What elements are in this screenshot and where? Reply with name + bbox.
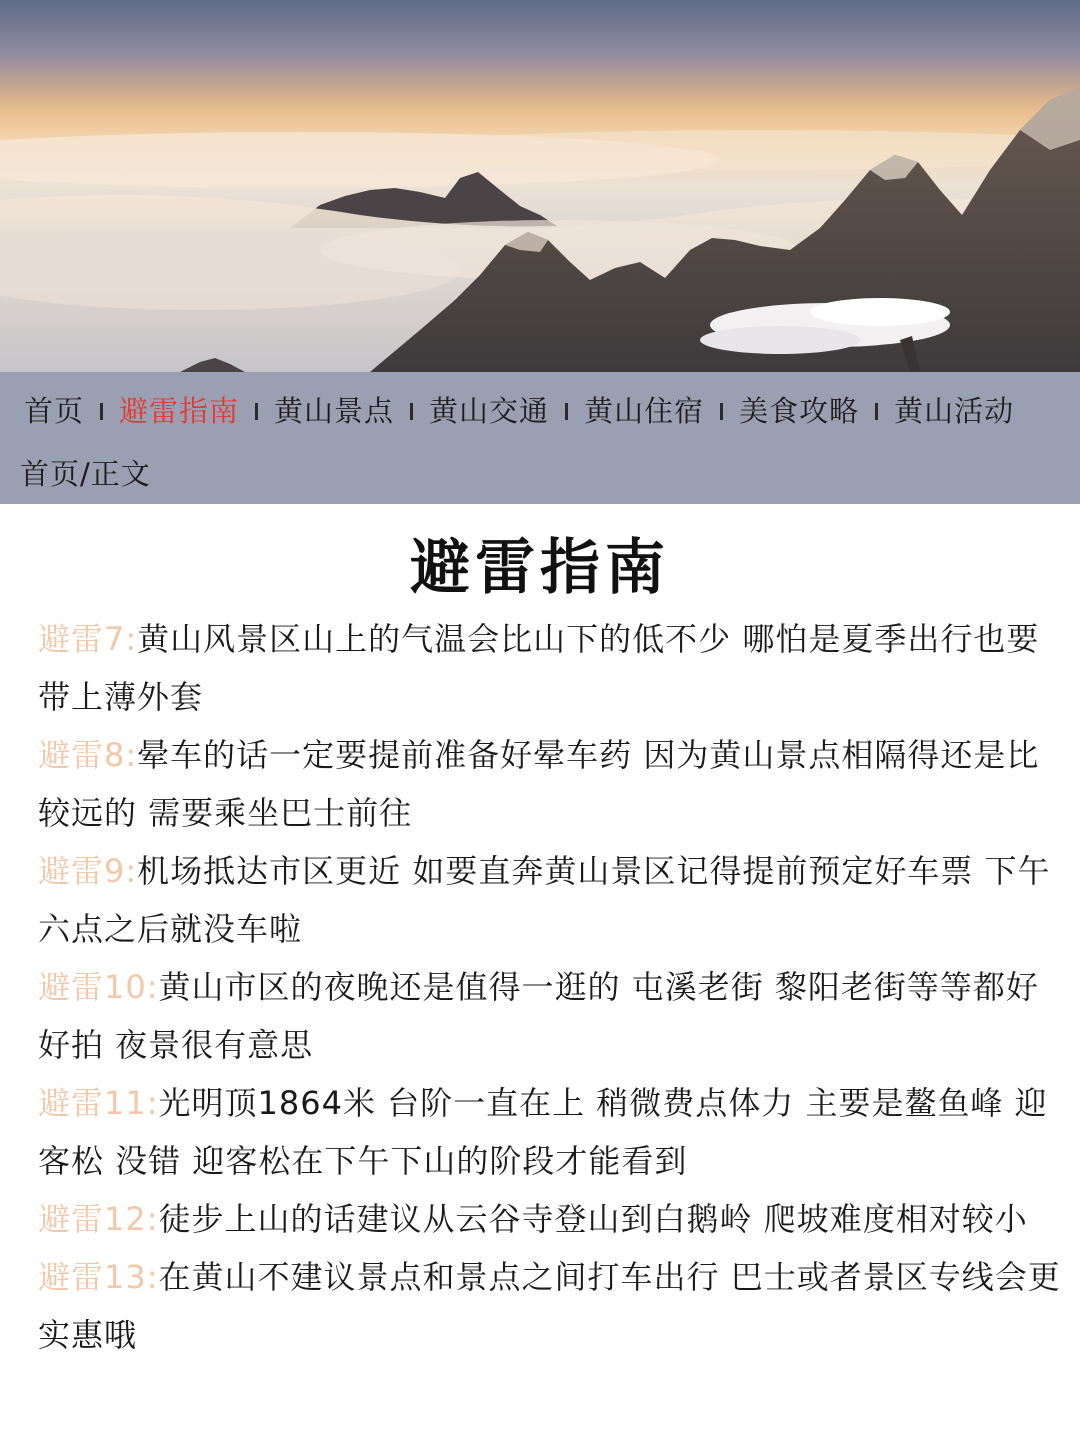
nav-divider <box>720 403 723 420</box>
nav-item-attractions[interactable]: 黄山景点 <box>274 393 395 428</box>
nav-item-accommodation[interactable]: 黄山住宿 <box>584 393 705 428</box>
tip-label: 避雷9: <box>38 852 138 890</box>
tip-label: 避雷8: <box>38 736 138 774</box>
tips-list <box>38 610 1068 1364</box>
nav-item-pitfall-guide[interactable]: 避雷指南 <box>119 393 240 428</box>
page-title: 避雷指南 <box>410 533 670 603</box>
list-item <box>38 1190 1068 1248</box>
nav-divider <box>255 403 258 420</box>
list-item <box>38 842 1068 958</box>
tip-text: 徒步上山的话建议从云谷寺登山到白鹅岭 爬坡难度相对较小 <box>158 1200 1028 1238</box>
tip-text: 黄山市区的夜晚还是值得一逛的 屯溪老街 黎阳老街等等都好好拍 夜景很有意思 <box>38 968 1039 1064</box>
nav-item-food[interactable]: 美食攻略 <box>739 393 860 428</box>
tip-label: 避雷7: <box>38 620 138 658</box>
list-item <box>38 1074 1068 1190</box>
nav-divider <box>100 403 103 420</box>
tip-label: 避雷12: <box>38 1200 159 1238</box>
list-item <box>38 610 1068 726</box>
list-item <box>38 726 1068 842</box>
tip-label: 避雷10: <box>38 968 159 1006</box>
tip-text: 机场抵达市区更近 如要直奔黄山景区记得提前预定好车票 下午六点之后就没车啦 <box>38 852 1051 948</box>
list-item <box>38 958 1068 1074</box>
nav-item-home[interactable]: 首页 <box>24 393 85 428</box>
hero-banner <box>0 0 1080 372</box>
nav-divider <box>410 403 413 420</box>
tip-label: 避雷11: <box>38 1084 159 1122</box>
nav-divider <box>875 403 878 420</box>
breadcrumb[interactable]: 首页/正文 <box>20 457 151 491</box>
tip-text: 晕车的话一定要提前准备好晕车药 因为黄山景点相隔得还是比较远的 需要乘坐巴士前往 <box>38 736 1040 832</box>
nav-menu <box>0 372 1080 446</box>
nav-item-activities[interactable]: 黄山活动 <box>894 393 1015 428</box>
tip-text: 光明顶1864米 台阶一直在上 稍微费点体力 主要是鳌鱼峰 迎客松 没错 迎客松在下午下山的阶段才能看到 <box>38 1084 1048 1180</box>
tip-label: 避雷13: <box>38 1258 159 1296</box>
list-item <box>38 1248 1068 1364</box>
tip-text: 黄山风景区山上的气温会比山下的低不少 哪怕是夏季出行也要带上薄外套 <box>38 620 1040 716</box>
nav-item-transport[interactable]: 黄山交通 <box>429 393 550 428</box>
top-navigation <box>0 372 1080 504</box>
nav-divider <box>565 403 568 420</box>
tip-text: 在黄山不建议景点和景点之间打车出行 巴士或者景区专线会更实惠哦 <box>38 1258 1061 1354</box>
mountain-landscape-image <box>0 0 1080 372</box>
